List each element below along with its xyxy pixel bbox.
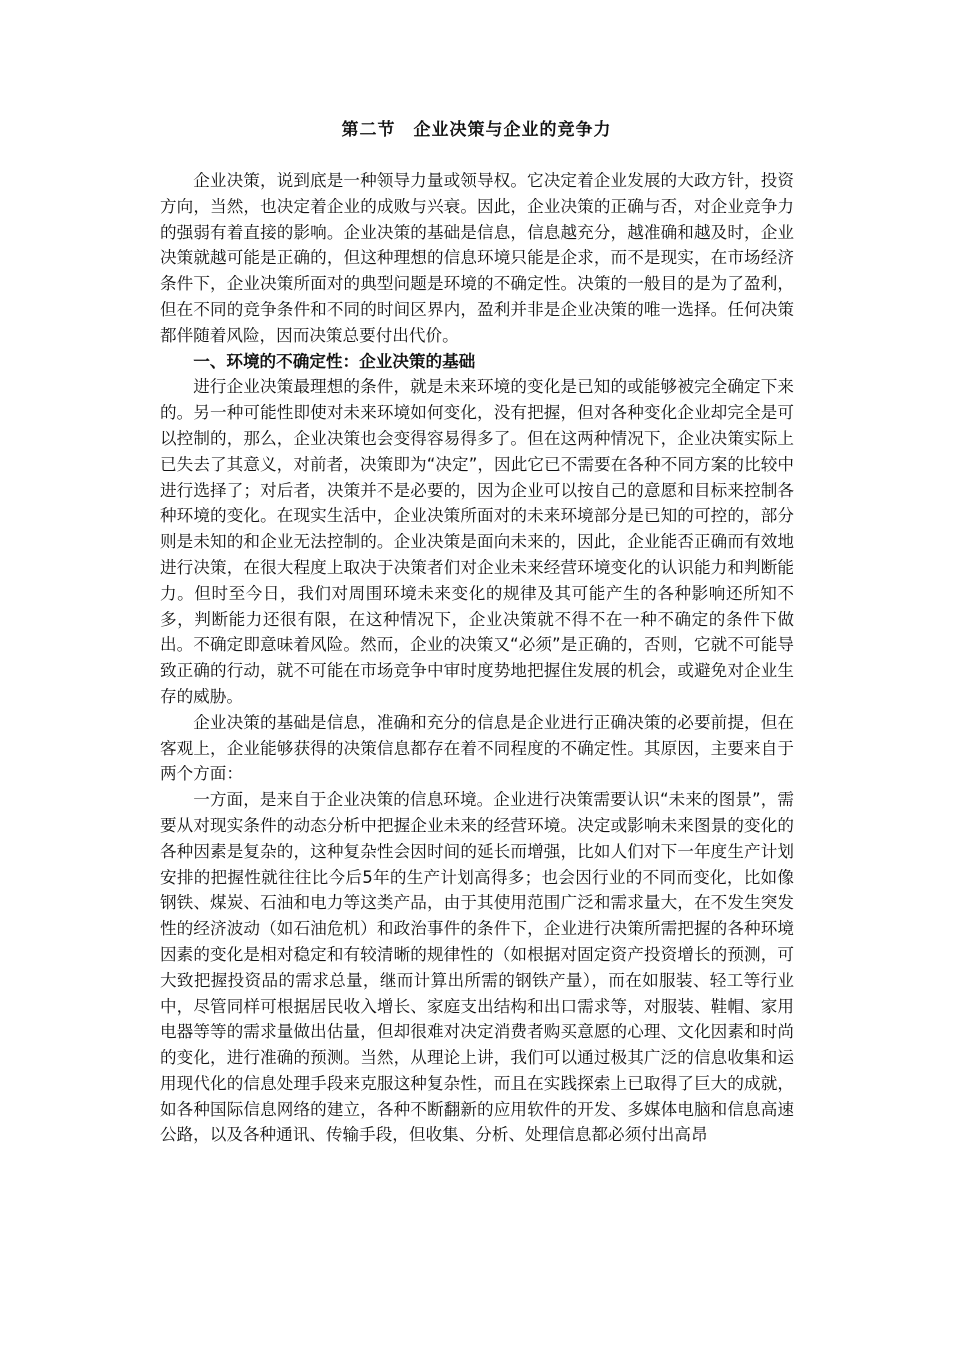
body-paragraph-1: 进行企业决策最理想的条件，就是未来环境的变化是已知的或能够被完全确定下来的。另一种可能性即使对未来环境如何变化，没有把握，但对各种变化企业却完全是可以控制的，那么，企业决策也会变得容易得多了。但在这两种情况下，企业决策实际上已失去了其意义，对前者，决策即为“决定”，因此它已不需要在各种不同方案的比较中进行选择了；对后者，决策并不是必要的，因为企业可以按自己的意愿和目标来控制各种环境的变化。在现实生活中，企业决策所面对的未来环境部分是已知的可控的，部分则是未知的和企业无法控制的。企业决策是面向未来的，因此，企业能否正确而有效地进行决策，在很大程度上取决于决策者们对企业未来经营环境变化的认识能力和判断能力。但时至今日，我们对周围环境未来变化的规律及其可能产生的各种影响还所知不多，判断能力还很有限，在这种情况下，企业决策就不得不在一种不确定的条件下做出。不确定即意味着风险。然而，企业的决策又“必须”是正确的，否则，它就不可能导致正确的行动，就不可能在市场竞争中审时度势地把握住发展的机会，或避免对企业生存的威胁。 [160, 377, 794, 706]
body-paragraph-2: 企业决策的基础是信息，准确和充分的信息是企业进行正确决策的必要前提，但在客观上，企业能够获得的决策信息都存在着不同程度的不确定性。其原因，主要来自于两个方面： [160, 712, 794, 784]
intro-paragraph: 企业决策，说到底是一种领导力量或领导权。它决定着企业发展的大政方针，投资方向，当然，也决定着企业的成败与兴衰。因此，企业决策的正确与否，对企业竞争力的强弱有着直接的影响。企业决策的基础是信息，信息越充分，越准确和越及时，企业决策就越可能是正确的，但这种理想的信息环境只能是企求，而不是现实，在市场经济条件下，企业决策所面对的典型问题是环境的不确定性。决策的一般目的是为了盈利，但在不同的竞争条件和不同的时间区界内，盈利并非是企业决策的唯一选择。任何决策都伴随着风险，因而决策总要付出代价。 [160, 171, 794, 345]
subsection-heading: 一、环境的不确定性：企业决策的基础 [193, 351, 476, 371]
section-title: 第二节 企业决策与企业的竞争力 [341, 120, 612, 140]
body-paragraph-3: 一方面，是来自于企业决策的信息环境。企业进行决策需要认识“未来的图景”，需要从对现实条件的动态分析中把握企业未来的经营环境。决定或影响未来图景的变化的各种因素是复杂的，这种复杂性会因时间的延长而增强，比如人们对下一年度生产计划安排的把握性就往往比今后5年的生产计划高得多；也会因行业的不同而变化，比如像钢铁、煤炭、石油和电力等这类产品，由于其使用范围广泛和需求量大，在不发生突发性的经济波动（如石油危机）和政治事件的条件下，企业进行决策所需把握的各种环境因素的变化是相对稳定和有较清晰的规律性的（如根据对固定资产投资增长的预测，可大致把握投资品的需求总量，继而计算出所需的钢铁产量），而在如服装、轻工等行业中，尽管同样可根据居民收入增长、家庭支出结构和出口需求等，对服装、鞋帽、家用电器等等的需求量做出估量，但却很难对决定消费者购买意愿的心理、文化因素和时尚的变化，进行准确的预测。当然，从理论上讲，我们可以通过极其广泛的信息收集和运用现代化的信息处理手段来克服这种复杂性，而且在实践探索上已取得了巨大的成就，如各种国际信息网络的建立，各种不断翻新的应用软件的开发、多媒体电脑和信息高速公路，以及各种通讯、传输手段，但收集、分析、处理信息都必须付出高昂 [160, 790, 794, 1145]
document-body [160, 168, 794, 1148]
